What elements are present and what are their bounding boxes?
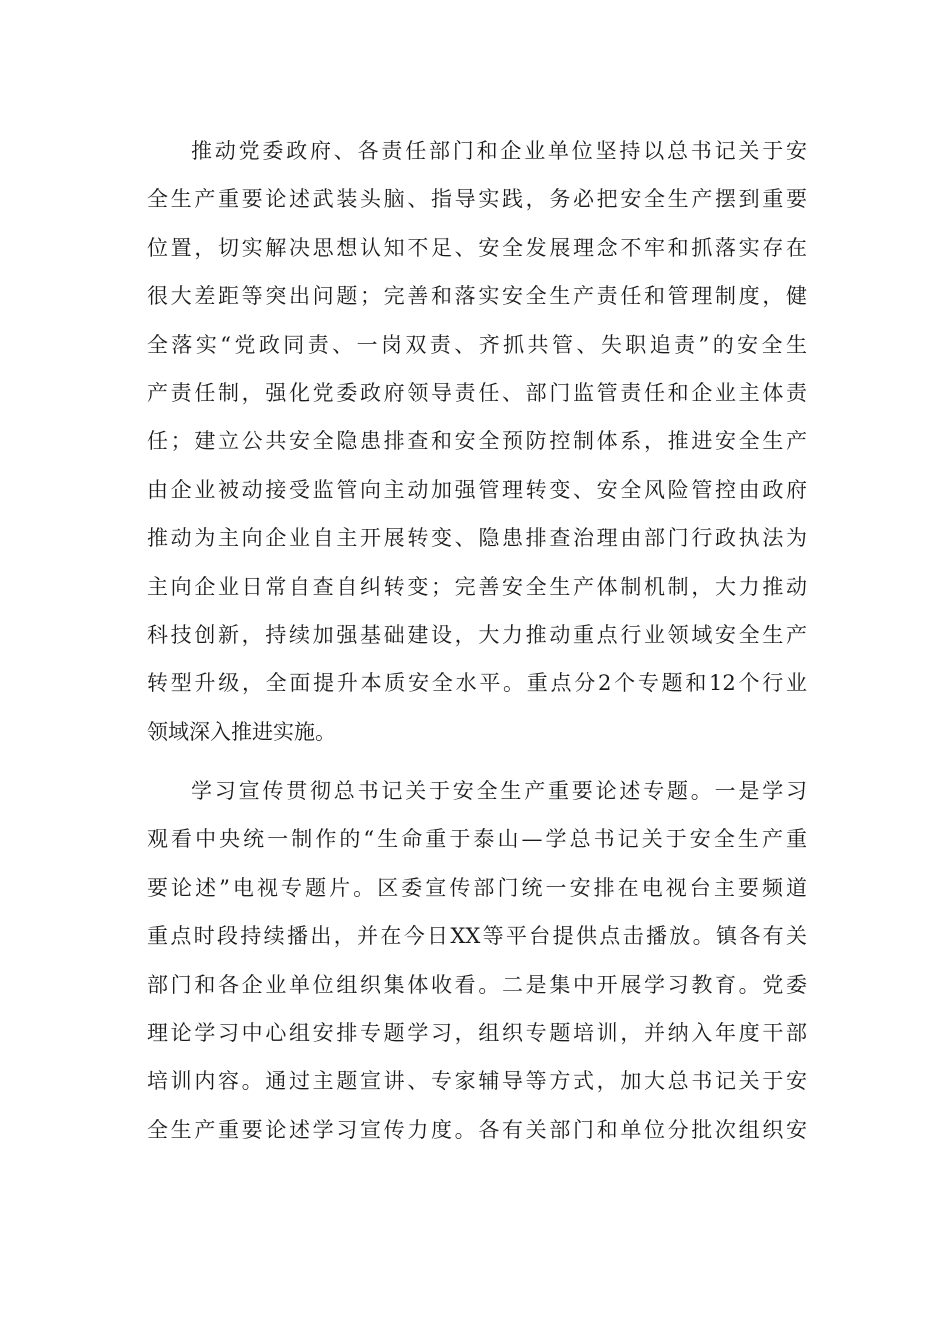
paragraph-line: 要论述”电视专题片。区委宣传部门统一安排在电视台主要频道	[147, 875, 807, 900]
paragraph-line: 学习宣传贯彻总书记关于安全生产重要论述专题。一是学习	[191, 779, 807, 804]
paragraph-line: 全落实“党政同责、一岗双责、齐抓共管、失职追责”的安全生	[147, 332, 807, 357]
paragraph-line: 部门和各企业单位组织集体收看。二是集中开展学习教育。党委	[147, 972, 807, 997]
paragraph-line: 转型升级，全面提升本质安全水平。重点分2个专题和12个行业	[147, 671, 807, 696]
paragraph-line: 推动为主向企业自主开展转变、隐患排查治理由部门行政执法为	[147, 526, 807, 551]
paragraph-line: 任；建立公共安全隐患排查和安全预防控制体系，推进安全生产	[147, 429, 807, 454]
paragraph-line: 推动党委政府、各责任部门和企业单位坚持以总书记关于安	[191, 139, 807, 163]
paragraph-line: 重点时段持续播出，并在今日XX等平台提供点击播放。镇各有关	[147, 924, 807, 949]
paragraph-2	[147, 767, 807, 1154]
paragraph-line: 位置，切实解决思想认知不足、安全发展理念不牢和抓落实存在	[147, 235, 807, 260]
document-body	[147, 127, 807, 1154]
paragraph-line: 科技创新，持续加强基础建设，大力推动重点行业领域安全生产	[147, 622, 807, 647]
paragraph-line: 观看中央统一制作的“生命重于泰山—学总书记关于安全生产重	[147, 827, 807, 852]
paragraph-line: 产责任制，强化党委政府领导责任、部门监管责任和企业主体责	[147, 380, 807, 405]
paragraph-line: 很大差距等突出问题；完善和落实安全生产责任和管理制度，健	[147, 284, 807, 309]
paragraph-line: 领域深入推进实施。	[147, 719, 336, 744]
paragraph-spacer	[147, 756, 807, 767]
paragraph-1	[147, 127, 807, 756]
paragraph-line: 由企业被动接受监管向主动加强管理转变、安全风险管控由政府	[147, 477, 807, 502]
paragraph-line: 主向企业日常自查自纠转变；完善安全生产体制机制，大力推动	[147, 574, 807, 599]
paragraph-line: 理论学习中心组安排专题学习，组织专题培训，并纳入年度干部	[147, 1021, 807, 1046]
paragraph-line: 培训内容。通过主题宣讲、专家辅导等方式，加大总书记关于安	[147, 1069, 807, 1094]
paragraph-line: 全生产重要论述学习宣传力度。各有关部门和单位分批次组织安	[147, 1117, 807, 1142]
paragraph-line: 全生产重要论述武装头脑、指导实践，务必把安全生产摆到重要	[147, 187, 807, 212]
